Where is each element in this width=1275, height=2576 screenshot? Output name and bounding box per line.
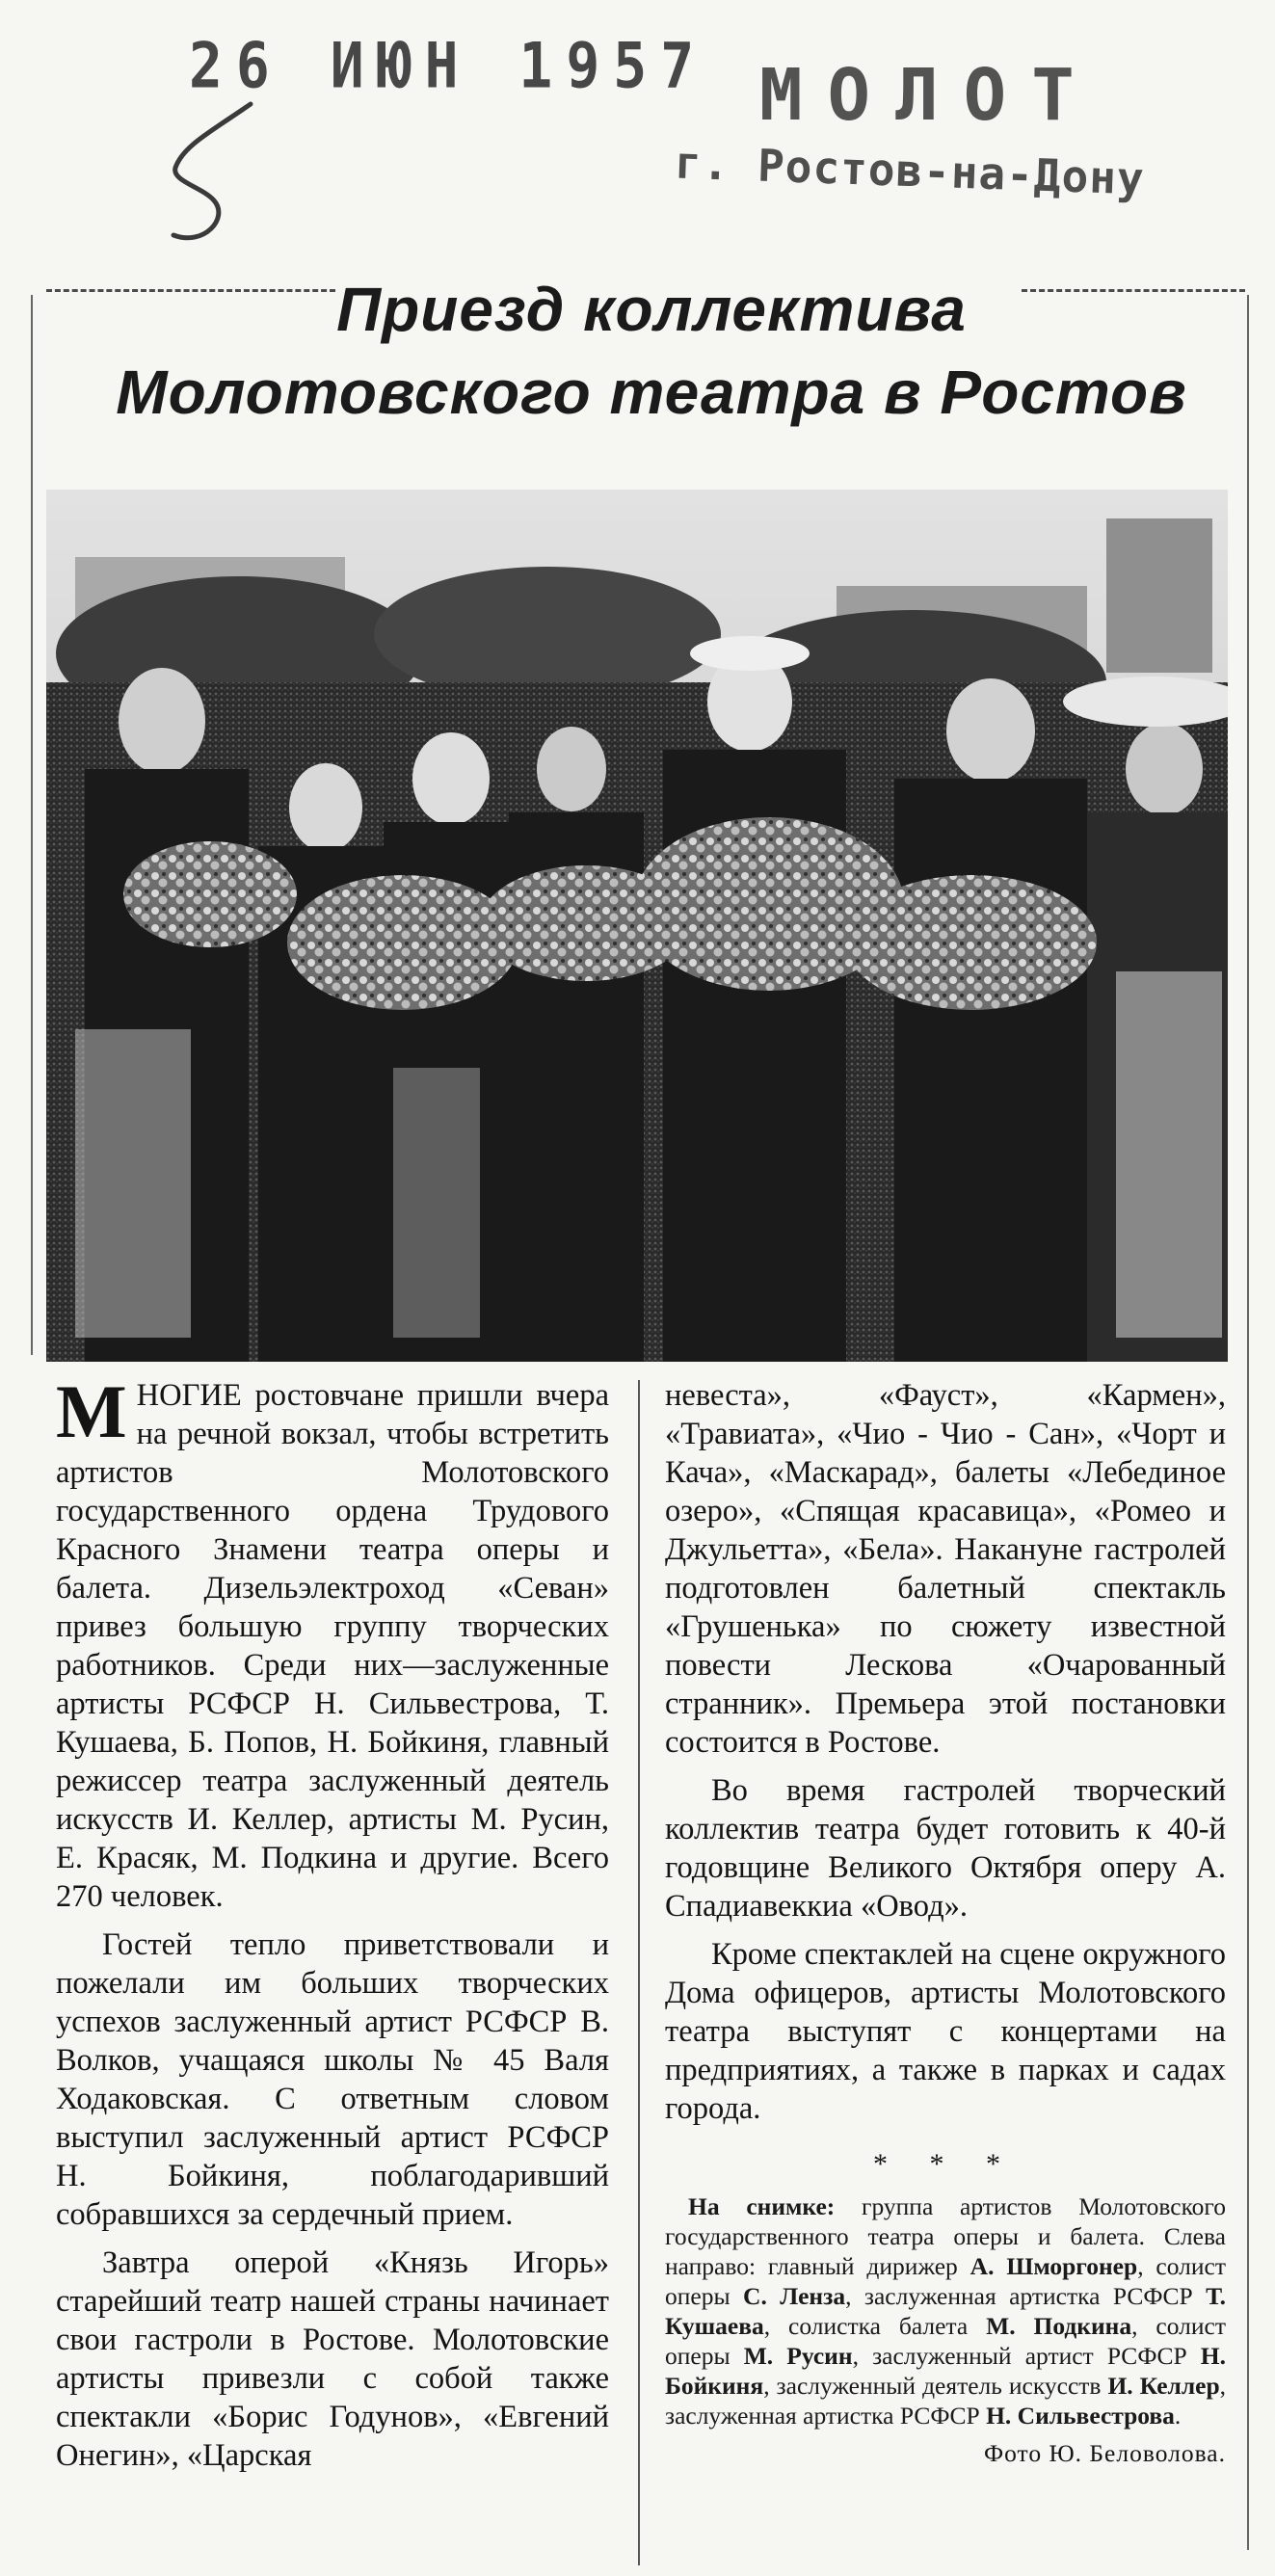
caption-text: , заслуженная артистка РСФСР — [845, 2282, 1207, 2310]
caption-text: , солист оперы — [665, 2312, 1226, 2370]
caption-name: Н. Сильвестрова — [986, 2402, 1175, 2430]
article-paragraph-4: Во время гастролей творческий коллектив театра будет готовить к 40-й годовщине Великого Октября оперу А. Спадиавеккиа «Овод». — [665, 1773, 1226, 1924]
section-separator: * * * — [873, 2148, 1018, 2180]
clipping-right-border — [1247, 295, 1249, 2550]
article-headline — [93, 268, 1210, 434]
caption-name: И. Келлер — [1107, 2372, 1220, 2400]
article-column-left — [56, 1369, 609, 2484]
caption-text: , солист оперы — [665, 2252, 1226, 2310]
caption-text: . — [1174, 2402, 1182, 2430]
pencil-mark-icon — [154, 93, 299, 261]
headline-line-1: Приезд коллектива — [336, 275, 967, 344]
column-divider — [638, 1380, 640, 2565]
date-stamp: 26 ИЮН 1957 — [189, 28, 708, 103]
caption-name: М. Русин — [743, 2342, 853, 2370]
clipping-left-border — [31, 295, 33, 1355]
newspaper-name-stamp: МОЛОТ — [759, 54, 1100, 137]
paragraph-1-text: НОГИЕ ростовчане пришли вчера на речной вокзал, чтобы встретить артистов Молотовского государственного ордена Трудового Красного Знамени театра оперы и балета. Дизельэлектроход «Севан» привез большую группу творческих работников. Среди них—заслуженные артисты РСФСР Н. Сильвестрова, Т. Кушаева, Б. Попов, Н. Бойкиня, главный режиссер театра заслуженный деятель искусств И. Келлер, артисты М. Русин, Е. Красяк, М. Подкина и другие. Всего 270 человек. — [56, 1378, 609, 1914]
caption-name: Н. Бойкиня — [665, 2342, 1226, 2400]
photo-caption — [665, 2191, 1226, 2430]
article-column-right — [665, 1376, 1226, 2473]
caption-name: Т. Кушаева — [665, 2282, 1226, 2340]
article-paragraph-3-continued: невеста», «Фауст», «Кармен», «Травиата», «Чио - Чио - Сан», «Чорт и Кача», «Маскарад», балеты «Лебединое озеро», «Спящая красавица», «Ромео и Джульетта», «Бела». Накануне гастролей подготовлен балетный спектакль «Грушенька» по сюжету известной повести Лескова «Очарованный странник». Премьера этой постановки состоится в Ростове. — [665, 1378, 1226, 1760]
caption-name: А. Шморгонер — [970, 2252, 1138, 2280]
caption-lead: На снимке: — [688, 2192, 836, 2220]
caption-text: , заслуженный деятель искусств — [763, 2372, 1108, 2400]
caption-text: , заслуженная артистка РСФСР — [665, 2372, 1226, 2430]
article-paragraph-1 — [56, 1369, 609, 1916]
article-paragraph-3: Завтра оперой «Князь Игорь» старейший театр нашей страны начинает свои гастроли в Ростове. Молотовские артисты привезли с собой также спектакли «Борис Годунов», «Евгений Онегин», «Царская — [56, 2245, 609, 2473]
caption-name: С. Ленза — [743, 2282, 846, 2310]
city-stamp: г. Ростов-на-Дону — [674, 136, 1146, 205]
article-paragraph-5: Кроме спектаклей на сцене окружного Дома офицеров, артисты Молотовского театра выступят с концертами на предприятиях, а также в парках и садах города. — [665, 1937, 1226, 2126]
article-paragraph-2: Гостей тепло приветствовали и пожелали им больших творческих успехов заслуженный артист РСФСР В. Волков, учащаяся школы № 45 Валя Ходаковская. С ответным словом выступил заслуженный артист РСФСР Н. Бойкиня, поблагодаривший собравшихся за сердечный прием. — [56, 1927, 609, 2232]
photo-credit: Фото Ю. Беловолова. — [983, 2439, 1226, 2467]
drop-cap: М — [56, 1369, 127, 1453]
caption-name: М. Подкина — [986, 2312, 1132, 2340]
group-photo-image — [46, 490, 1228, 1362]
caption-text: , солистка балета — [763, 2312, 987, 2340]
caption-text: , заслуженный артист РСФСР — [852, 2342, 1201, 2370]
headline-line-2: Молотовского театра в Ростов — [116, 358, 1187, 427]
group-photo — [46, 490, 1228, 1362]
caption-text: группа артистов Молотовского государственного театра оперы и балета. Слева направо: главный дирижер — [665, 2192, 1226, 2280]
